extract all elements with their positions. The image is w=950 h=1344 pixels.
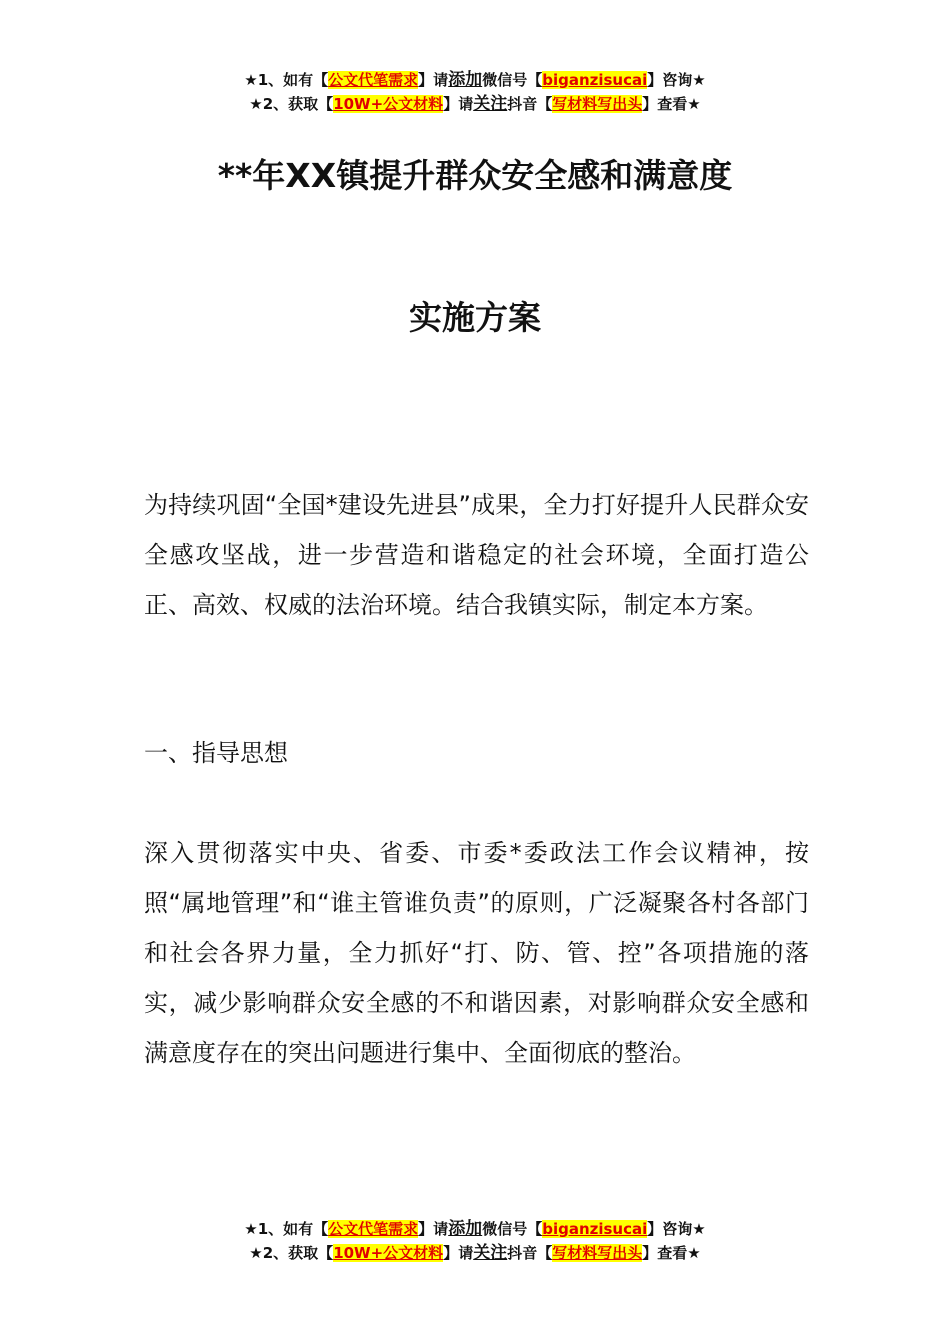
promo-text: 微信号【 <box>482 1220 543 1238</box>
promo-text: 】咨询★ <box>647 1220 706 1238</box>
promo-text: 】请 <box>443 1244 474 1262</box>
promo-line-2 <box>0 92 950 116</box>
promo-text: ★1、如有【 <box>244 1220 329 1238</box>
promo-footer <box>0 1217 950 1265</box>
title-line-2: 实施方案 <box>409 298 541 337</box>
promo-line-1 <box>0 68 950 92</box>
promo-text: 抖音【 <box>507 95 553 113</box>
promo-text: ★2、获取【 <box>249 95 334 113</box>
promo-underline: 添加 <box>448 1219 483 1239</box>
promo-highlight: 10W+公文材料 <box>333 95 444 113</box>
title-line-1: **年XX镇提升群众安全感和满意度 <box>217 156 733 195</box>
promo-highlight: 写材料写出头 <box>552 95 643 113</box>
promo-text: 微信号【 <box>482 71 543 89</box>
promo-underline: 添加 <box>448 70 483 90</box>
promo-underline: 关注 <box>473 1243 508 1263</box>
promo-highlight: biganzisucai <box>542 71 648 89</box>
promo-highlight: 10W+公文材料 <box>333 1244 444 1262</box>
promo-header <box>0 68 950 116</box>
promo-text: 】查看★ <box>642 1244 701 1262</box>
promo-text: ★1、如有【 <box>244 71 329 89</box>
promo-text: 抖音【 <box>507 1244 553 1262</box>
promo-highlight: 写材料写出头 <box>552 1244 643 1262</box>
promo-text: ★2、获取【 <box>249 1244 334 1262</box>
promo-text: 】请 <box>418 1220 449 1238</box>
guiding-paragraph: 深入贯彻落实中央、省委、市委*委政法工作会议精神，按照“属地管理”和“谁主管谁负责”的原则，广泛凝聚各村各部门和社会各界力量，全力抓好“打、防、管、控”各项措施的落实，减少影响群众安全感的不和谐因素，对影响群众安全感和满意度存在的突出问题进行集中、全面彻底的整治。 <box>144 839 809 1067</box>
promo-text: 】查看★ <box>642 95 701 113</box>
promo-text: 】咨询★ <box>647 71 706 89</box>
intro-paragraph: 为持续巩固“全国*建设先进县”成果，全力打好提升人民群众安全感攻坚战，进一步营造和谐稳定的社会环境，全面打造公正、高效、权威的法治环境。结合我镇实际，制定本方案。 <box>144 491 809 619</box>
promo-line-1 <box>0 1217 950 1241</box>
promo-highlight: 公文代笔需求 <box>328 1220 419 1238</box>
promo-line-2 <box>0 1241 950 1265</box>
section-heading: 一、指导思想 <box>144 739 288 767</box>
promo-highlight: 公文代笔需求 <box>328 71 419 89</box>
promo-text: 】请 <box>418 71 449 89</box>
promo-underline: 关注 <box>473 94 508 114</box>
promo-text: 】请 <box>443 95 474 113</box>
promo-highlight: biganzisucai <box>542 1220 648 1238</box>
